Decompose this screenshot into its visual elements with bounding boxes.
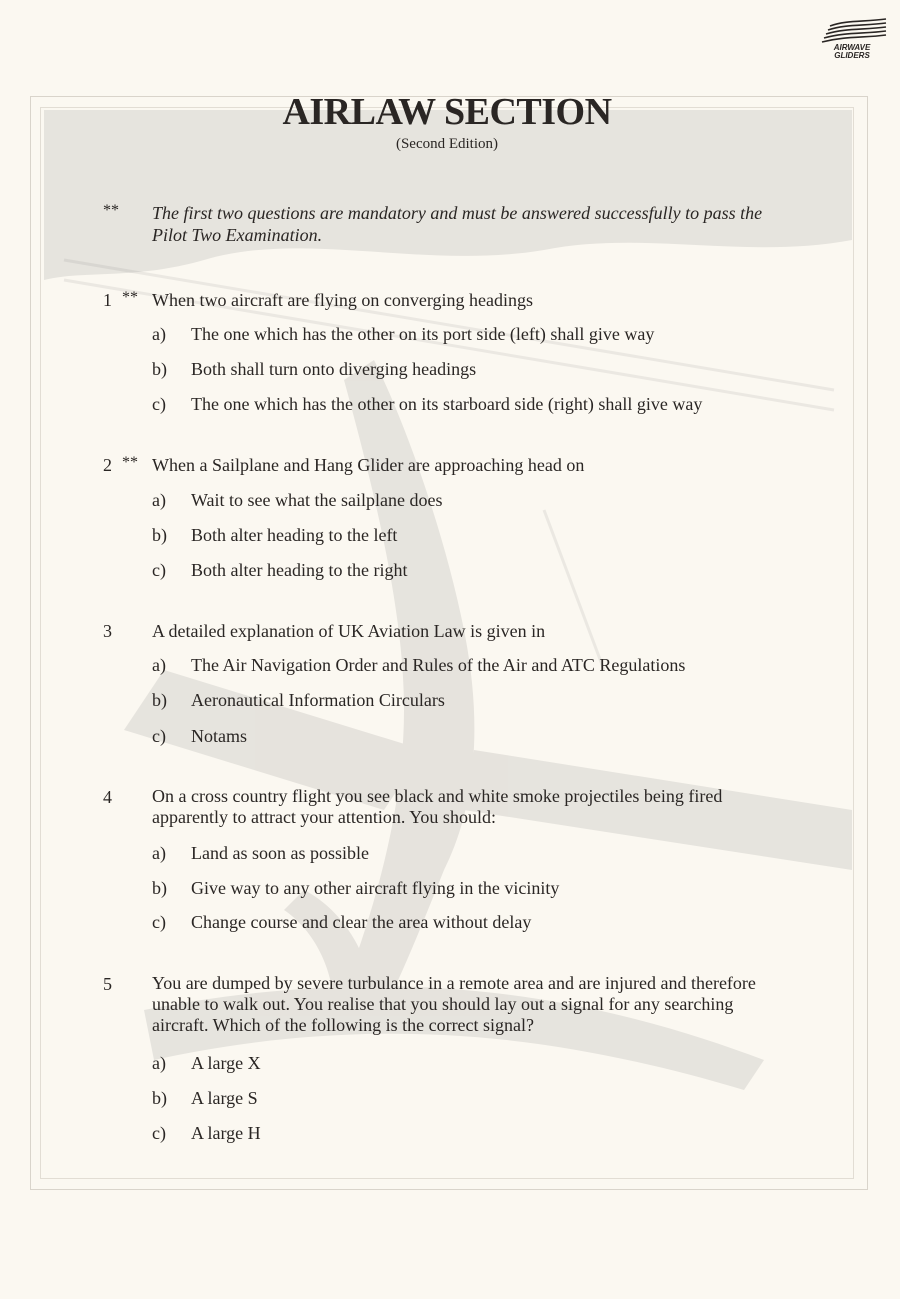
option-text: A large S <box>191 1088 258 1108</box>
question-text: When two aircraft are flying on converging headings <box>152 290 534 310</box>
option-letter: c) <box>152 1123 166 1143</box>
question-number: 1 <box>103 290 112 310</box>
option-text: The Air Navigation Order and Rules of the Air and ATC Regulations <box>191 655 686 675</box>
option-text: A large H <box>191 1123 261 1143</box>
question-number: 3 <box>103 621 112 641</box>
brand-logo <box>816 18 888 64</box>
option-text: Both shall turn onto diverging headings <box>191 359 477 379</box>
logo-line-2: GLIDERS <box>834 51 870 60</box>
question-text: When a Sailplane and Hang Glider are approaching head on <box>152 455 585 475</box>
option-text: Wait to see what the sailplane does <box>191 490 443 510</box>
option-letter: c) <box>152 394 166 414</box>
option-letter: b) <box>152 1088 167 1108</box>
question-mandatory-marker: ** <box>122 289 138 306</box>
option-letter: a) <box>152 655 166 675</box>
page-subtitle: (Second Edition) <box>395 136 499 152</box>
option-letter: a) <box>152 843 166 863</box>
mandatory-note: The first two questions are mandatory and must be answered successfully to pass the Pilot Two Examination. <box>152 203 763 245</box>
option-text: Give way to any other aircraft flying in the vicinity <box>191 878 560 898</box>
option-letter: b) <box>152 359 167 379</box>
option-letter: b) <box>152 690 167 710</box>
option-text: Land as soon as possible <box>191 843 369 863</box>
question-text: You are dumped by severe turbulance in a remote area and are injured and therefore unable to walk out. You realise that you should lay out a signal for any searching aircraft. Which of the following is the correct signal? <box>152 973 756 1035</box>
option-letter: a) <box>152 1053 166 1073</box>
question-mandatory-marker: ** <box>122 454 138 471</box>
logo-line-1: AIRWAVE <box>833 43 871 52</box>
option-text: Change course and clear the area without delay <box>191 912 532 932</box>
option-text: Both alter heading to the left <box>191 525 398 545</box>
question-number: 2 <box>103 455 112 475</box>
option-text: Notams <box>191 726 247 746</box>
question-number: 4 <box>103 787 112 807</box>
question-text: A detailed explanation of UK Aviation Law is given in <box>152 621 546 641</box>
logo-text <box>816 44 888 60</box>
option-letter: a) <box>152 490 166 510</box>
option-letter: c) <box>152 912 166 932</box>
wave-logo-icon <box>816 18 888 44</box>
question-text: On a cross country flight you see black and white smoke projectiles being fired apparently to attract your attention. You should: <box>152 786 723 827</box>
option-text: Aeronautical Information Circulars <box>191 690 445 710</box>
option-text: The one which has the other on its port side (left) shall give way <box>191 324 655 344</box>
option-text: Both alter heading to the right <box>191 560 408 580</box>
option-letter: c) <box>152 726 166 746</box>
option-letter: a) <box>152 324 166 344</box>
option-text: A large X <box>191 1053 261 1073</box>
option-text: The one which has the other on its starboard side (right) shall give way <box>191 394 703 414</box>
option-letter: b) <box>152 878 167 898</box>
option-letter: c) <box>152 560 166 580</box>
page-title: AIRLAW SECTION <box>282 91 612 133</box>
question-number: 5 <box>103 974 112 994</box>
note-marker: ** <box>103 202 119 219</box>
option-letter: b) <box>152 525 167 545</box>
